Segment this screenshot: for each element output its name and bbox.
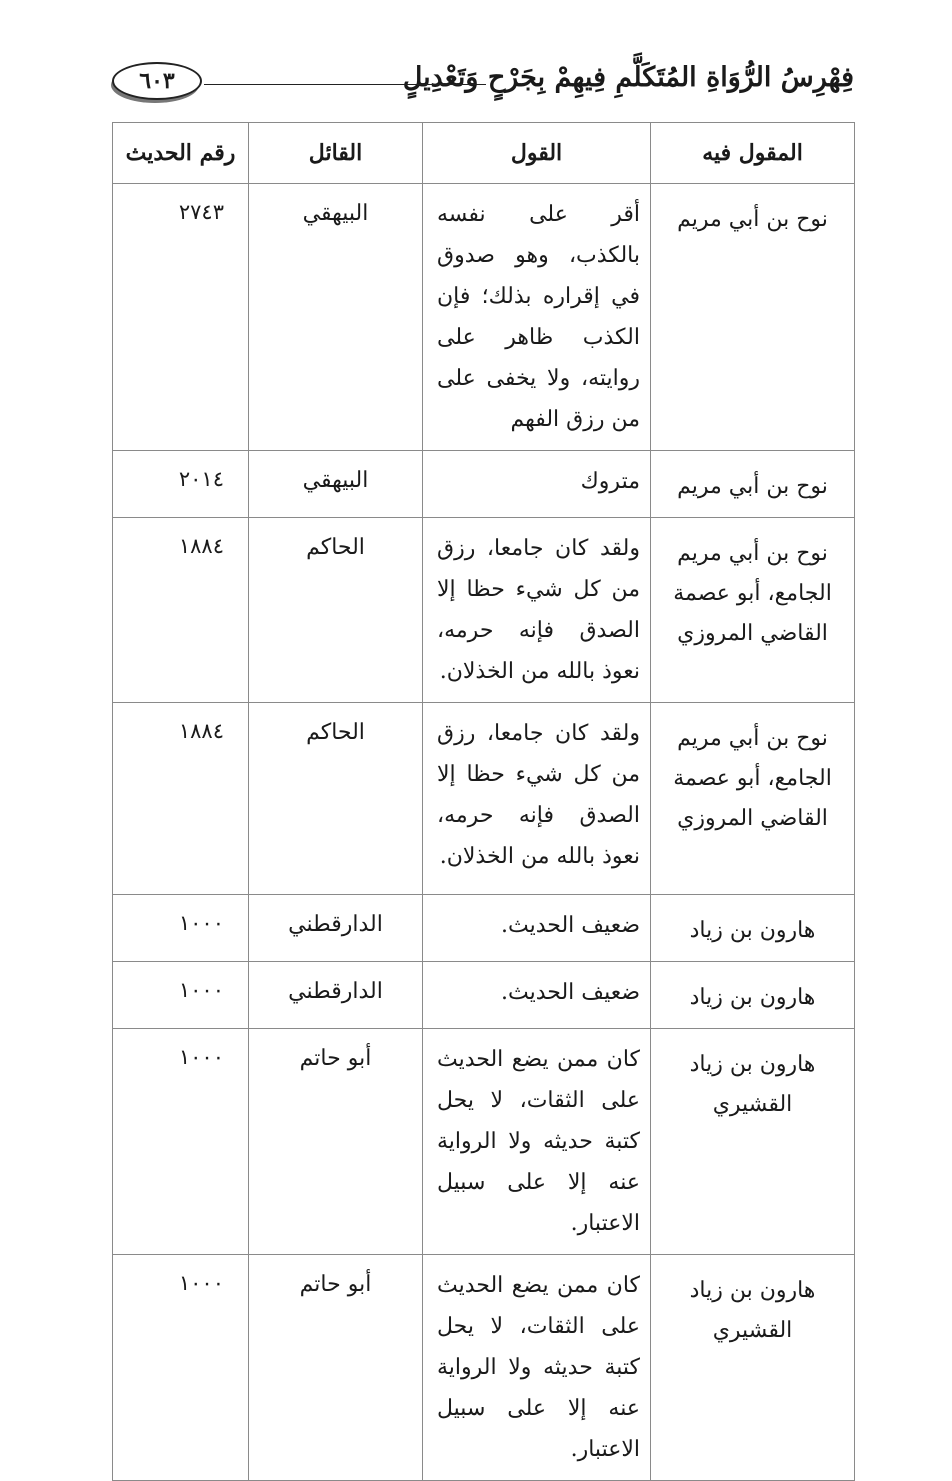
cell-subject: هارون بن زياد القشيري xyxy=(651,1029,855,1255)
cell-hadith-number: ٢٧٤٣ xyxy=(113,184,249,451)
column-header-speaker: القائل xyxy=(249,123,423,184)
cell-speaker: البيهقي xyxy=(249,451,423,518)
cell-saying: ولقد كان جامعا، رزق من كل شيء حظا إلا الصدق فإنه حرمه، نعوذ بالله من الخذلان. xyxy=(423,703,651,895)
cell-subject: نوح بن أبي مريم الجامع، أبو عصمة القاضي المروزي xyxy=(651,518,855,703)
table-header-row xyxy=(113,123,855,184)
cell-subject: هارون بن زياد xyxy=(651,962,855,1029)
cell-hadith-number: ١٠٠٠ xyxy=(113,962,249,1029)
cell-speaker: أبو حاتم xyxy=(249,1029,423,1255)
cell-speaker: أبو حاتم xyxy=(249,1255,423,1481)
table-row xyxy=(113,962,855,1029)
cell-saying: كان ممن يضع الحديث على الثقات، لا يحل كتبة حديثه ولا الرواية عنه إلا على سبيل الاعتبار. xyxy=(423,1029,651,1255)
page-number-badge: ٦٠٣ xyxy=(112,62,202,100)
table-row xyxy=(113,895,855,962)
cell-saying: ولقد كان جامعا، رزق من كل شيء حظا إلا الصدق فإنه حرمه، نعوذ بالله من الخذلان. xyxy=(423,518,651,703)
cell-subject: نوح بن أبي مريم xyxy=(651,184,855,451)
table-row xyxy=(113,703,855,895)
table-row xyxy=(113,518,855,703)
cell-speaker: الحاكم xyxy=(249,703,423,895)
page-header xyxy=(112,54,854,106)
column-header-subject: المقول فيه xyxy=(651,123,855,184)
cell-saying: متروك xyxy=(423,451,651,518)
cell-subject: نوح بن أبي مريم xyxy=(651,451,855,518)
cell-subject: هارون بن زياد xyxy=(651,895,855,962)
cell-saying: ضعيف الحديث. xyxy=(423,895,651,962)
cell-subject: هارون بن زياد القشيري xyxy=(651,1255,855,1481)
cell-hadith-number: ٢٠١٤ xyxy=(113,451,249,518)
cell-hadith-number: ١٠٠٠ xyxy=(113,1029,249,1255)
table-row xyxy=(113,451,855,518)
narrators-index-table xyxy=(112,122,855,1481)
cell-speaker: الحاكم xyxy=(249,518,423,703)
cell-speaker: الدارقطني xyxy=(249,895,423,962)
header-rule xyxy=(204,84,486,85)
table-row xyxy=(113,1029,855,1255)
table-row xyxy=(113,1255,855,1481)
cell-subject: نوح بن أبي مريم الجامع، أبو عصمة القاضي المروزي xyxy=(651,703,855,895)
column-header-number: رقم الحديث xyxy=(113,123,249,184)
cell-hadith-number: ١٠٠٠ xyxy=(113,895,249,962)
cell-speaker: البيهقي xyxy=(249,184,423,451)
cell-saying: أقر على نفسه بالكذب، وهو صدوق في إقراره بذلك؛ فإن الكذب ظاهر على روايته، ولا يخفى على من رزق الفهم xyxy=(423,184,651,451)
running-title: فِهْرِسُ الرُّوَاةِ المُتَكَلَّمِ فِيهِمْ بِجَرْحٍ وَتَعْدِيلٍ xyxy=(402,62,854,93)
cell-hadith-number: ١٠٠٠ xyxy=(113,1255,249,1481)
cell-saying: كان ممن يضع الحديث على الثقات، لا يحل كتبة حديثه ولا الرواية عنه إلا على سبيل الاعتبار. xyxy=(423,1255,651,1481)
cell-saying: ضعيف الحديث. xyxy=(423,962,651,1029)
cell-speaker: الدارقطني xyxy=(249,962,423,1029)
table-row xyxy=(113,184,855,451)
column-header-saying: القول xyxy=(423,123,651,184)
cell-hadith-number: ١٨٨٤ xyxy=(113,703,249,895)
cell-hadith-number: ١٨٨٤ xyxy=(113,518,249,703)
